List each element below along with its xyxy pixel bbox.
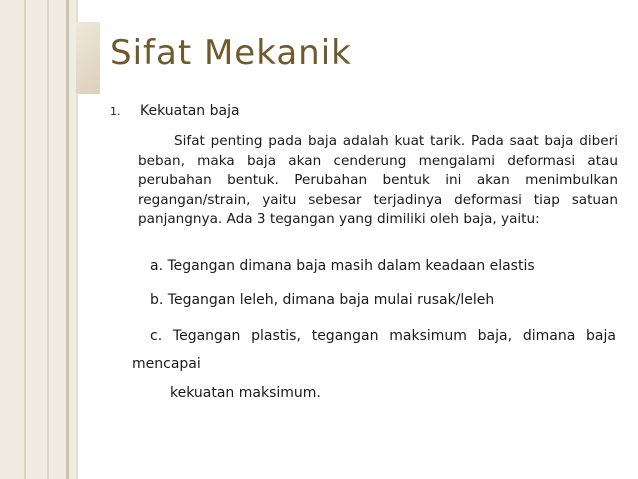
sub-item-a: a. Tegangan dimana baja masih dalam keadaan elastis [150, 258, 535, 274]
sub-c-continuation: mencapai [132, 356, 201, 372]
sub-c-word: dimana [522, 328, 576, 344]
sub-item-c [150, 328, 616, 344]
sub-item-b: b. Tegangan leleh, dimana baja mulai rusak/leleh [150, 292, 495, 308]
decor-stripe [66, 0, 69, 479]
left-decor-band [0, 0, 76, 479]
sub-c-word: tegangan [311, 328, 379, 344]
item-heading: Kekuatan baja [140, 103, 240, 119]
sub-c-continuation: kekuatan maksimum. [170, 385, 321, 401]
sub-c-word: baja, [477, 328, 513, 344]
title-accent-bar [76, 22, 100, 94]
sub-c-word: maksimum [389, 328, 467, 344]
sub-c-word: Tegangan [172, 328, 241, 344]
sub-c-word: baja [586, 328, 616, 344]
sub-c-word: plastis, [251, 328, 301, 344]
sub-c-word: c. [150, 328, 163, 344]
list-number: 1. [110, 105, 121, 118]
body-paragraph: Sifat penting pada baja adalah kuat tarik. Pada saat baja diberi beban, maka baja akan cenderung mengalami deformasi atau perubahan bentuk. Perubahan bentuk ini akan menimbulkan regangan/strain, yaitu sebesar terjadinya deformasi tiap satuan panjangnya. Ada 3 tegangan yang dimiliki oleh baja, yaitu: [138, 133, 618, 227]
decor-stripe [47, 0, 49, 479]
page-title: Sifat Mekanik [110, 33, 352, 73]
decor-stripe [24, 0, 26, 479]
